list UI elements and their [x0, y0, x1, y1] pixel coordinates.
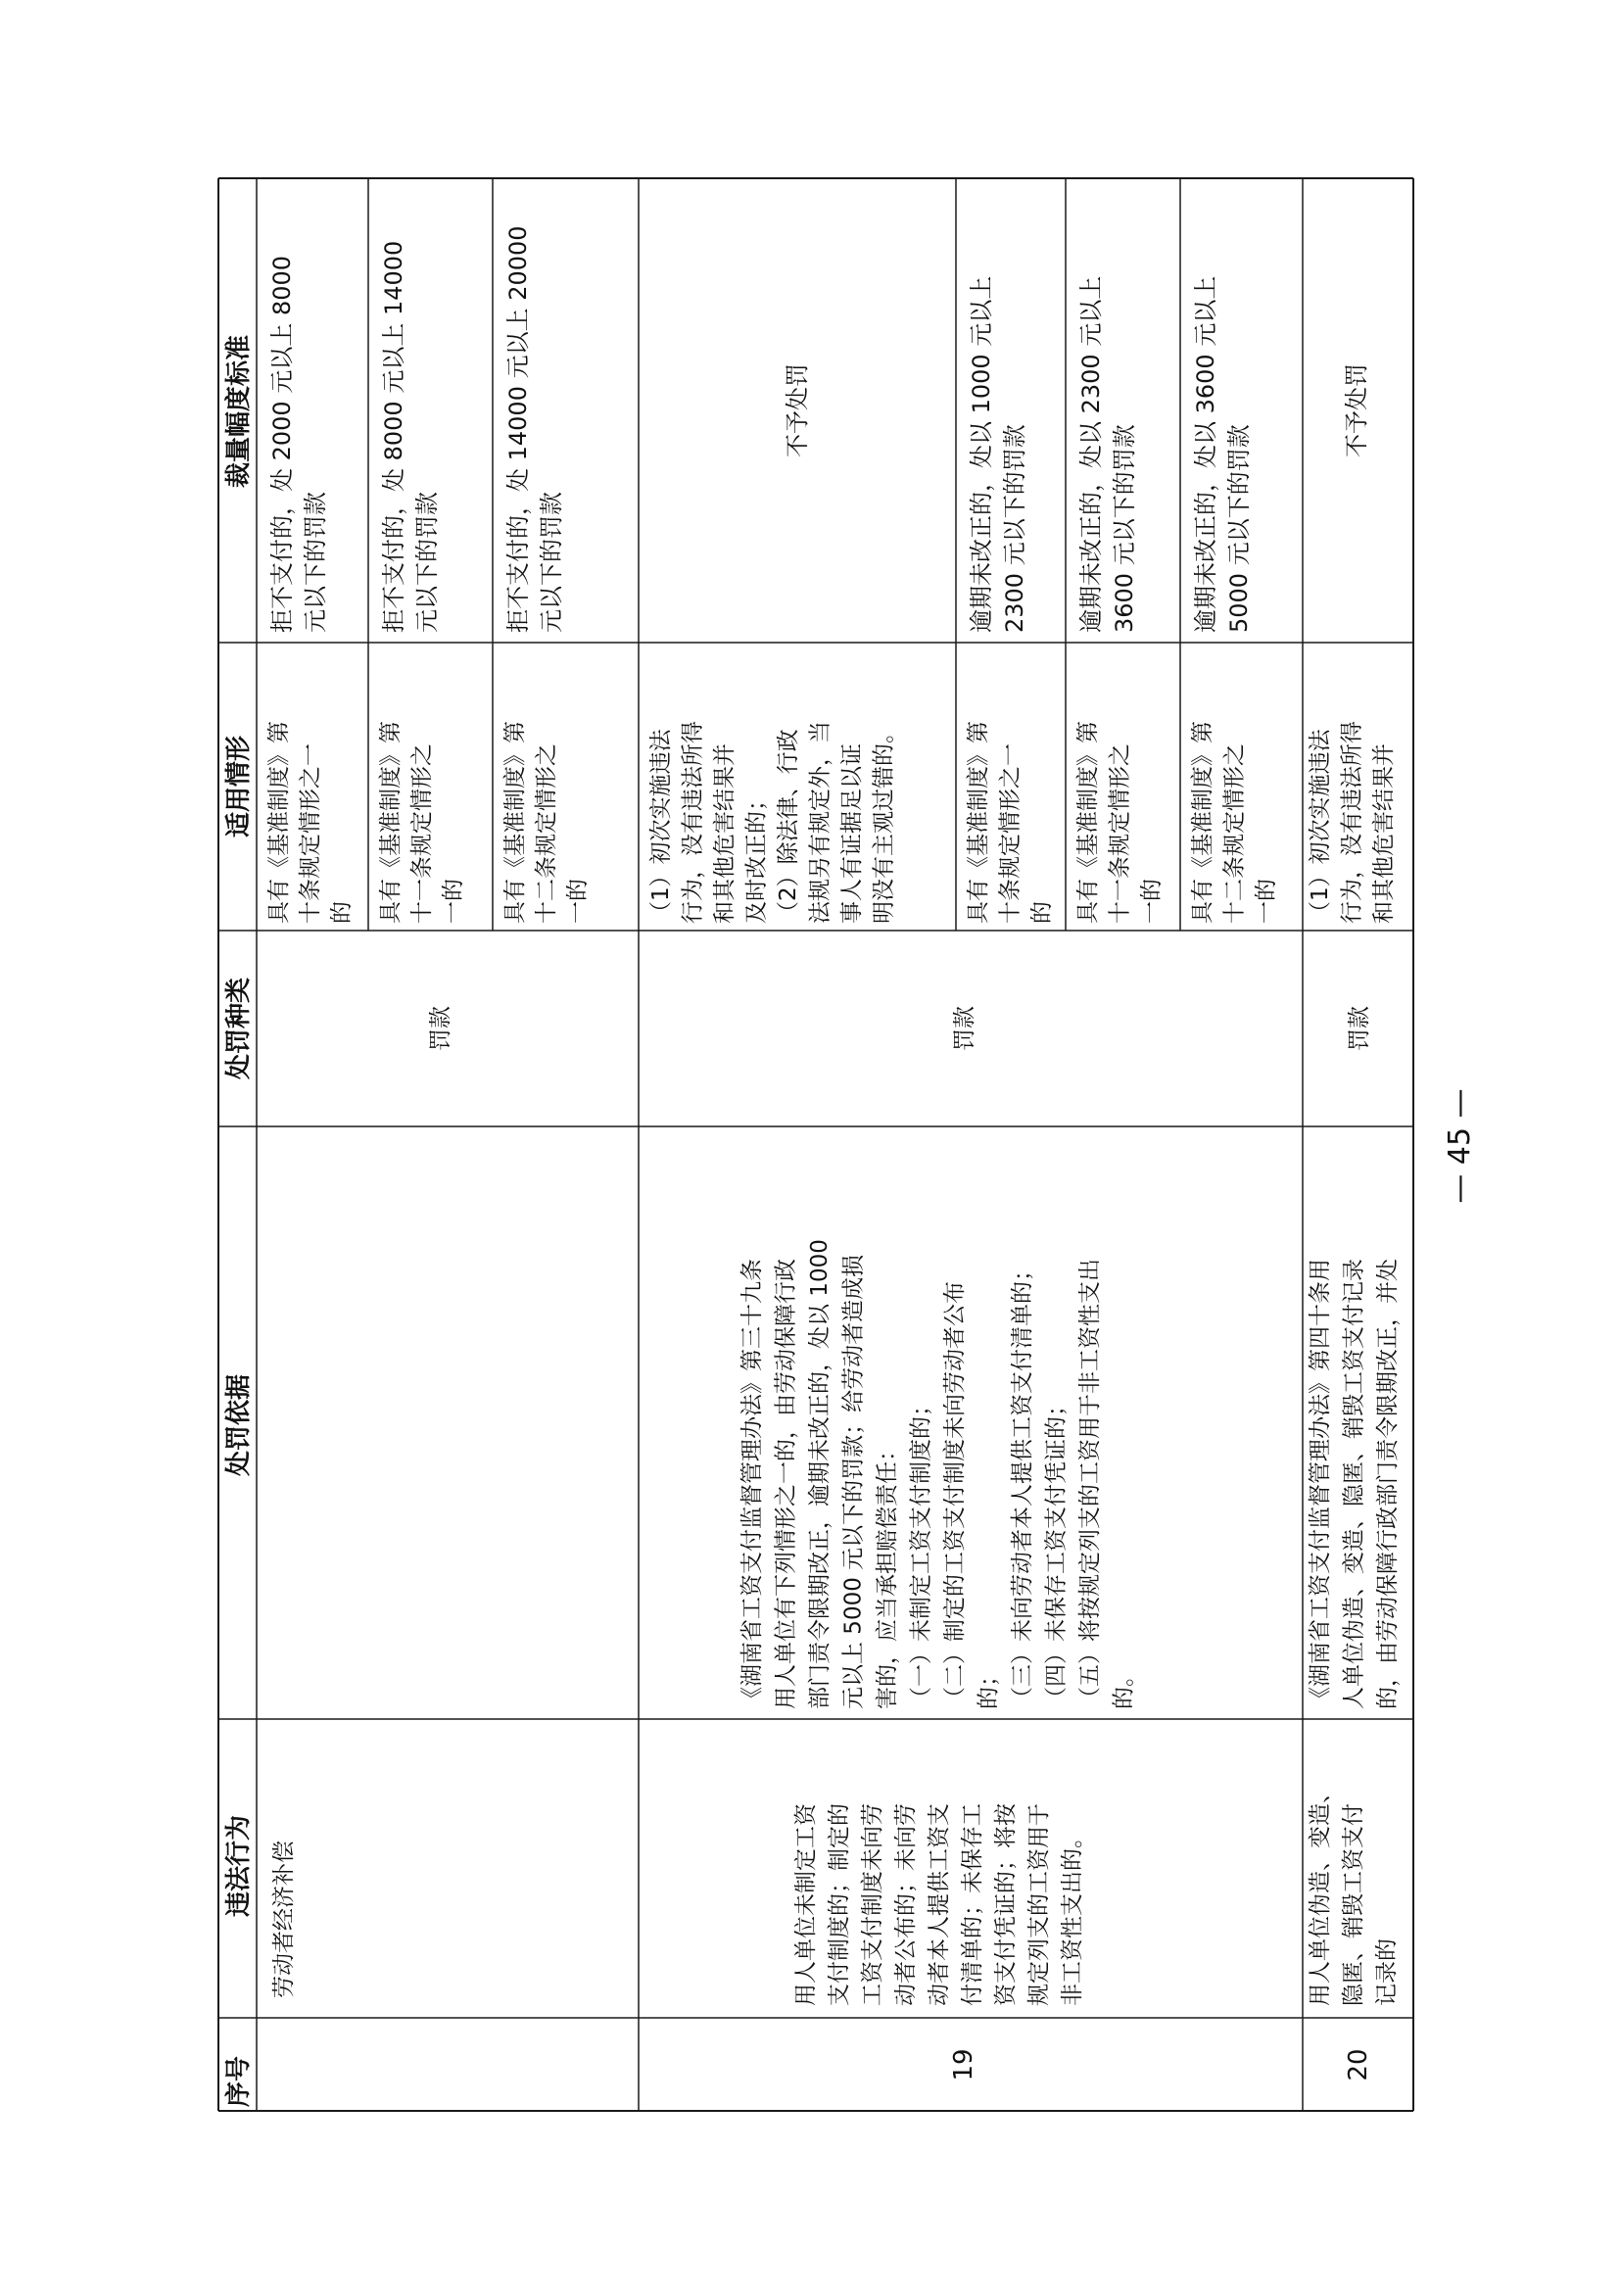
row19-cond-text: 一的: [1139, 879, 1165, 924]
row19-basis-text: （三）未向劳动者本人提供工资支付清单的；: [1010, 1259, 1035, 1709]
row19-std-text: 逾期未改正的，处以 1000 元以上: [968, 275, 995, 633]
row19-cond-text: 一的: [1254, 879, 1279, 924]
row20-type: 罚款: [1347, 1006, 1372, 1051]
row19-cond-text: 具有《基准制度》第: [966, 721, 991, 924]
row20-no: 20: [1344, 2048, 1373, 2081]
row19-cond-text: 和其他危害结果并: [712, 743, 738, 924]
row19-cond-text: 法规另有规定外，当: [807, 721, 834, 924]
page-number: — 45 —: [1443, 1088, 1477, 1204]
row20-act-text: 隐匿、销毁工资支付: [1341, 1803, 1366, 2006]
row19-cond-text: 的: [1029, 901, 1055, 924]
row19-basis-text: 部门责令限期改正，逾期未改正的，处以 1000: [807, 1239, 833, 1709]
row19-std-text: 2300 元以下的罚款: [1001, 424, 1028, 633]
row19-act-text: 工资支付制度未向劳: [860, 1803, 885, 2006]
row19-std-text: 3600 元以下的罚款: [1111, 424, 1138, 633]
carry-std-text: 拒不支付的，处 8000 元以上 14000: [380, 240, 407, 633]
row20-std-text: 不予处罚: [1343, 363, 1370, 457]
carry-std-text: 拒不支付的，处 2000 元以上 8000: [268, 255, 296, 633]
carry-cond-text: 十二条规定情形之: [534, 743, 559, 924]
carry-std-text: 元以下的罚款: [538, 492, 565, 633]
carry-act-text: 劳动者经济补偿: [271, 1841, 297, 1998]
row19-cond-text: （2）除法律、行政: [776, 729, 801, 924]
row19-basis-text: 的。: [1111, 1664, 1137, 1709]
row19-basis-text: 元以上 5000 元以下的罚款；给劳动者造成损: [840, 1254, 867, 1709]
carry-cond-text: 十一条规定情形之: [409, 743, 435, 924]
row19-basis-text: （四）未保存工资支付凭证的；: [1043, 1394, 1070, 1709]
carry-cond-text: 的: [329, 901, 355, 924]
carry-cond-text: 一的: [565, 879, 591, 924]
row20-cond-text: 行为，没有违法所得: [1339, 721, 1365, 924]
row19-cond-text: 及时改正的；: [743, 789, 770, 924]
row19-basis-text: 用人单位有下列情形之一的，由劳动保障行政: [773, 1259, 799, 1709]
row19-std-text: 不予处罚: [784, 363, 811, 457]
row19-cond-text: （1）初次实施违法: [648, 729, 674, 924]
row20-basis-text: 的，由劳动保障行政部门责令限期改正，并处: [1375, 1259, 1401, 1709]
carry-cond-text: 一的: [441, 879, 466, 924]
row19-cond-text: 十二条规定情形之: [1221, 743, 1248, 924]
row19-act-text: 规定列支的工资用于: [1026, 1803, 1052, 2006]
row19-std-text: 5000 元以下的罚款: [1225, 424, 1253, 633]
row19-basis-text: （二）制定的工资支付制度未向劳动者公布: [942, 1281, 968, 1709]
row19-act-text: 动者本人提供工资支: [927, 1803, 952, 2006]
row20-act-text: 记录的: [1374, 1938, 1400, 2006]
row20-basis-text: 《湖南省工资支付监督管理办法》第四十条用: [1308, 1259, 1333, 1709]
row20-basis-text: 人单位伪造、变造、隐匿、销毁工资支付记录: [1341, 1259, 1367, 1709]
row19-act-text: 付清单的；未保存工: [960, 1803, 985, 2006]
row19-type: 罚款: [952, 1006, 977, 1051]
row19-cond-text: 明没有主观过错的。: [871, 721, 897, 924]
row19-act-text: 动者公布的；未向劳: [893, 1803, 919, 2006]
row19-act-text: 资支付凭证的；将按: [993, 1803, 1019, 2006]
carry-cond-text: 具有《基准制度》第: [502, 721, 528, 924]
row20-act-text: 用人单位伪造、变造、: [1308, 1781, 1333, 2006]
carry-std-text: 拒不支付的，处 14000 元以上 20000: [504, 225, 532, 633]
header-no: 序号: [224, 2055, 254, 2108]
row19-std-text: 逾期未改正的，处以 2300 元以上: [1077, 275, 1105, 633]
row20-cond-text: 和其他危害结果并: [1371, 743, 1397, 924]
row19-std-text: 逾期未改正的，处以 3600 元以上: [1192, 275, 1219, 633]
row19-act-text: 支付制度的；制定的: [827, 1803, 852, 2006]
row19-cond-text: 行为，没有违法所得: [680, 721, 706, 924]
row19-basis-text: （五）将按规定列支的工资用于非工资性支出: [1077, 1259, 1103, 1709]
header-basis: 处罚依据: [224, 1373, 254, 1477]
carry-cond-text: 十条规定情形之一: [298, 743, 323, 924]
row19-no: 19: [949, 2048, 978, 2081]
carry-cond-text: 具有《基准制度》第: [266, 721, 292, 924]
header-act: 违法行为: [224, 1814, 254, 1918]
row19-cond-text: 十一条规定情形之: [1107, 743, 1133, 924]
header-type: 处罚种类: [224, 977, 254, 1080]
row19-cond-text: 十条规定情形之一: [997, 743, 1024, 924]
row19-basis-text: 的；: [976, 1664, 1002, 1709]
row20-cond-text: （1）初次实施违法: [1308, 729, 1333, 924]
row19-act-text: 非工资性支出的。: [1060, 1826, 1085, 2006]
carry-std-text: 元以下的罚款: [413, 492, 441, 633]
header-std: 裁量幅度标准: [224, 334, 254, 489]
row19-cond-text: 具有《基准制度》第: [1075, 721, 1101, 924]
row19-cond-text: 具有《基准制度》第: [1190, 721, 1215, 924]
carry-type: 罚款: [428, 1006, 453, 1051]
row19-cond-text: 事人有证据足以证: [839, 743, 865, 924]
row19-basis-text: 害的，应当承担赔偿责任：: [875, 1439, 900, 1709]
row19-basis-text: （一）未制定工资支付制度的；: [908, 1394, 934, 1709]
carry-std-text: 元以下的罚款: [302, 492, 329, 633]
header-cond: 适用情形: [224, 735, 254, 838]
row19-basis-text: 《湖南省工资支付监督管理办法》第三十九条: [739, 1259, 765, 1709]
carry-cond-text: 具有《基准制度》第: [378, 721, 404, 924]
row19-act-text: 用人单位未制定工资: [793, 1803, 819, 2006]
